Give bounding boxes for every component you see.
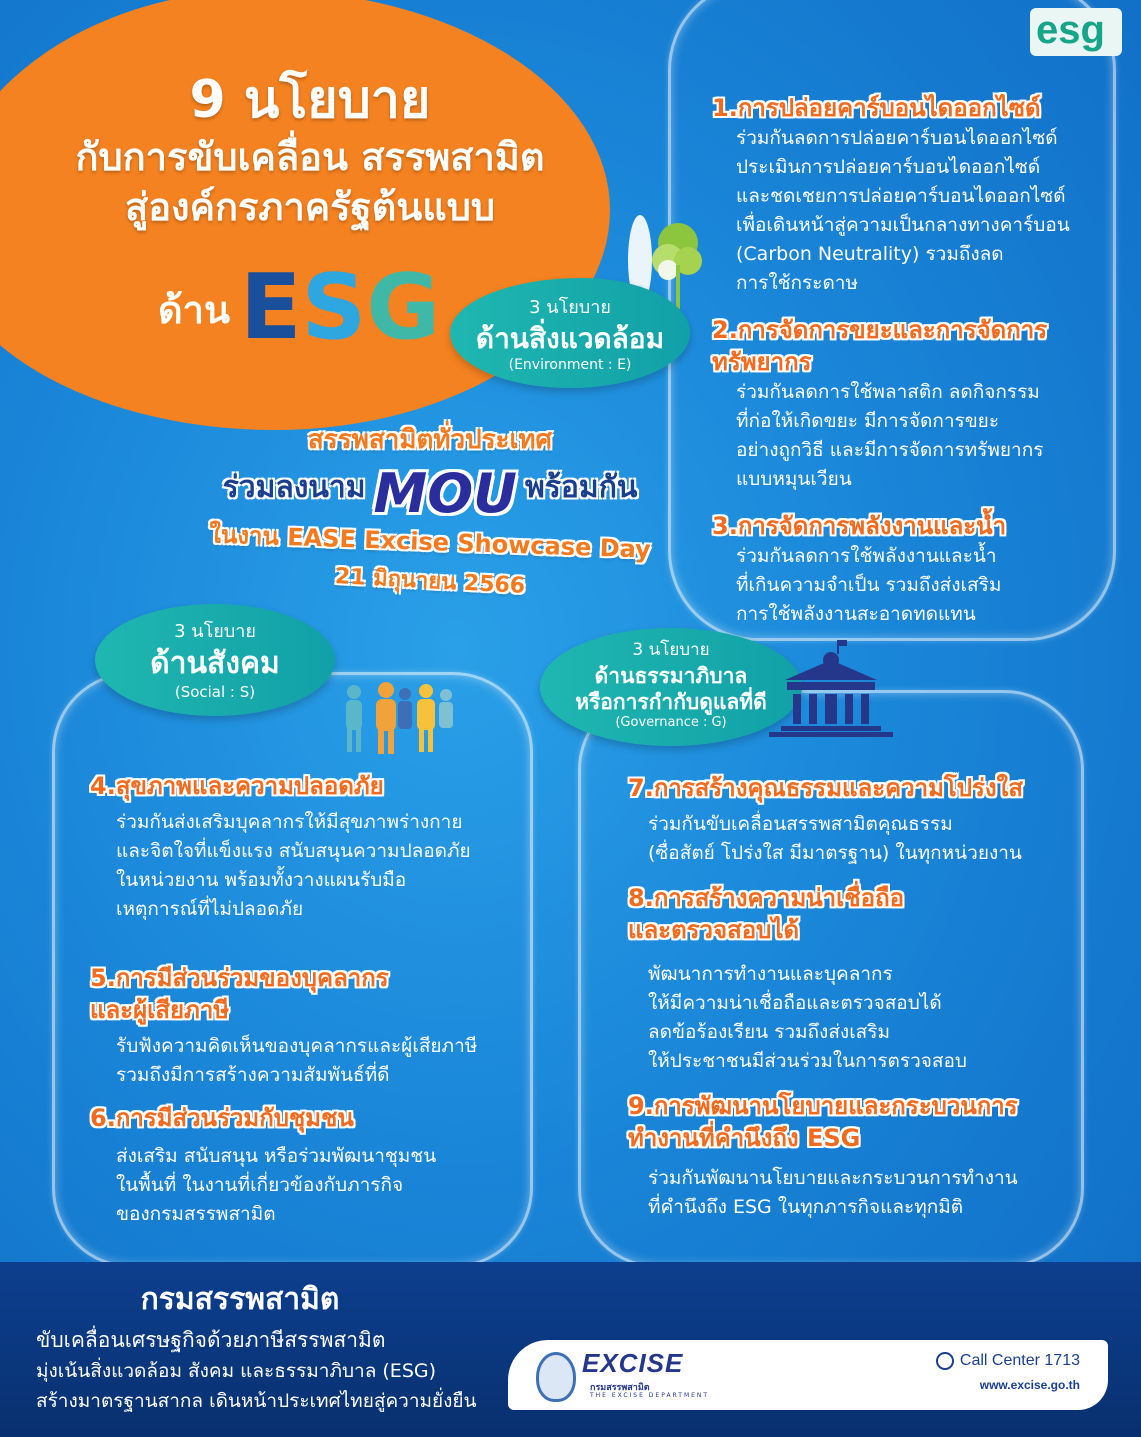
- call-center-text: Call Center 1713: [959, 1352, 1080, 1369]
- policy-2-body: ร่วมกันลดการใช้พลาสติก ลดกิจกรรม ที่ก่อให้เกิดขยะ มีการจัดการขยะ อย่างถูกวิธี และมีการจัดการทรัพยากร แบบหมุนเวียน: [736, 381, 1044, 490]
- policy-2-heading: 2.การจัดการขยะและการจัดการ ทรัพยากร: [712, 316, 1048, 376]
- policy-9-heading: 9.การพัฒนานโยบายและกระบวนการ ทำงานที่คำนึงถึง ESG: [628, 1092, 1018, 1152]
- governance-pill: [540, 628, 802, 746]
- policy-8-body: พัฒนาการทำงานและบุคลากร ให้มีความน่าเชื่อถือและตรวจสอบได้ ลดข้อร้องเรียน รวมถึงส่งเสริม ให้ประชาชนมีส่วนร่วมในการตรวจสอบ: [648, 963, 967, 1072]
- policy-1-body: ร่วมกันลดการปล่อยคาร์บอนไดออกไซด์ ประเมินการปล่อยคาร์บอนไดออกไซด์ และชดเชยการปล่อยคาร์บอนไดออกไซด์ เพื่อเดินหน้าสู่ความเป็นกลางทางคาร์บอน (Carbon Neutrality) รวมถึงลด การใช้กระดาษ: [736, 127, 1070, 294]
- governance-count: 3 นโยบาย: [632, 640, 710, 660]
- mou-line1: สรรพสามิตทั่วประเทศ: [307, 425, 553, 455]
- policy-7-heading: 7.การสร้างคุณธรรมและความโปร่งใส: [628, 774, 1024, 802]
- social-pill: [95, 604, 335, 716]
- excise-seal-icon: [536, 1352, 576, 1402]
- mou-line2c: พร้อมกัน: [525, 470, 638, 505]
- environment-count: 3 นโยบาย: [529, 297, 611, 318]
- mou-line3: ในงาน EASE Excise Showcase Day: [208, 520, 652, 564]
- social-title: ด้านสังคม: [150, 646, 280, 681]
- footer-line1: ขับเคลื่อนเศรษฐกิจด้วยภาษีสรรพสามิต: [36, 1328, 386, 1352]
- mou-block: [200, 420, 660, 602]
- building-icon: [765, 638, 895, 738]
- policy-9-body: ร่วมกันพัฒนานโยบายและกระบวนการทำงาน ที่คำนึงถึง ESG ในทุกภารกิจและทุกมิติ: [648, 1167, 1018, 1218]
- footer-line3: สร้างมาตรฐานสากล เดินหน้าประเทศไทยสู่ความยั่งยืน: [36, 1390, 477, 1412]
- mou-line4: 21 มิถุนายน 2566: [334, 564, 526, 599]
- hero-line2: กับการขับเคลื่อน สรรพสามิต: [75, 135, 545, 179]
- social-items: [90, 770, 520, 1229]
- esg-e: E: [240, 255, 302, 360]
- policy-8-heading: 8.การสร้างความน่าเชื่อถือ และตรวจสอบได้: [628, 884, 905, 944]
- hero-line3: สู่องค์กรภาครัฐต้นแบบ: [125, 185, 495, 229]
- mou-line2a: ร่วมลงนาม: [222, 470, 366, 505]
- social-sub: (Social : S): [174, 683, 256, 701]
- excise-th: กรมสรรพสามิต: [590, 1383, 650, 1393]
- policy-4-heading: 4.สุขภาพและความปลอดภัย: [90, 772, 384, 800]
- footer-line2: มุ่งเน้นสิ่งแวดล้อม สังคม และธรรมาภิบาล (ESG): [36, 1360, 437, 1382]
- esg-s: S: [301, 255, 367, 360]
- phone-icon: [936, 1352, 954, 1370]
- policy-5-heading: 5.การมีส่วนร่วมของบุคลากร และผู้เสียภาษี: [90, 964, 389, 1024]
- policy-4-body: ร่วมกันส่งเสริมบุคลากรให้มีสุขภาพร่างกาย และจิตใจที่แข็งแรง สนับสนุนความปลอดภัย ในหน่วยงาน พร้อมทั้งวางแผนรับมือ เหตุการณ์ที่ไม่ปลอดภัย: [116, 811, 471, 920]
- policy-7-body: ร่วมกันขับเคลื่อนสรรพสามิตคุณธรรม (ซื่อสัตย์ โปร่งใส มีมาตรฐาน) ในทุกหน่วยงาน: [648, 813, 1022, 864]
- esg-logo-text: esg: [1036, 8, 1105, 52]
- environment-sub: (Environment : E): [508, 357, 632, 373]
- governance-sub: (Governance : G): [615, 715, 727, 730]
- hero-line1: 9 นโยบาย: [189, 70, 431, 130]
- mou-line2: [200, 460, 660, 525]
- footer-card: [508, 1340, 1108, 1410]
- policy-6-body: ส่งเสริม สนับสนุน หรือร่วมพัฒนาชุมชน ในพื้นที่ ในงานที่เกี่ยวข้องกับภารกิจ ของกรมสรรพสามิต: [116, 1145, 437, 1225]
- environment-title: ด้านสิ่งแวดล้อม: [475, 322, 665, 355]
- excise-en: THE EXCISE DEPARTMENT: [590, 1392, 710, 1399]
- social-count: 3 นโยบาย: [174, 621, 256, 642]
- environment-items: [712, 92, 1102, 629]
- excise-logo: EXCISE: [582, 1348, 684, 1378]
- call-center: [936, 1352, 1080, 1370]
- policy-1-heading: 1.การปล่อยคาร์บอนไดออกไซด์: [712, 94, 1041, 122]
- people-icon: [338, 680, 458, 755]
- website: www.excise.go.th: [979, 1378, 1080, 1392]
- hero-title: [30, 68, 590, 232]
- environment-pill: [450, 278, 690, 388]
- mou-line2b: MOU: [373, 462, 518, 525]
- policy-3-heading: 3.การจัดการพลังงานและน้ำ: [712, 512, 1007, 540]
- policy-3-body: ร่วมกันลดการใช้พลังงานและน้ำ ที่เกินความจำเป็น รวมถึงส่งเสริม การใช้พลังงานสะอาดทดแทน: [736, 545, 1002, 625]
- governance-title2: หรือการกำกับดูแลที่ดี: [575, 690, 767, 714]
- esg-logo: [1030, 8, 1122, 62]
- policy-5-body: รับฟังความคิดเห็นของบุคลากรและผู้เสียภาษี รวมถึงมีการสร้างความสัมพันธ์ที่ดี: [116, 1035, 478, 1086]
- footer-org: กรมสรรพสามิต: [140, 1282, 340, 1317]
- hero-esg-line: [158, 255, 441, 360]
- policy-6-heading: 6.การมีส่วนร่วมกับชุมชน: [90, 1104, 354, 1132]
- hero-line4-prefix: ด้าน: [158, 288, 230, 332]
- governance-title1: ด้านธรรมาภิบาล: [594, 664, 748, 688]
- footer: [0, 1262, 1141, 1437]
- governance-items: [628, 772, 1068, 1222]
- esg-g: G: [366, 255, 441, 360]
